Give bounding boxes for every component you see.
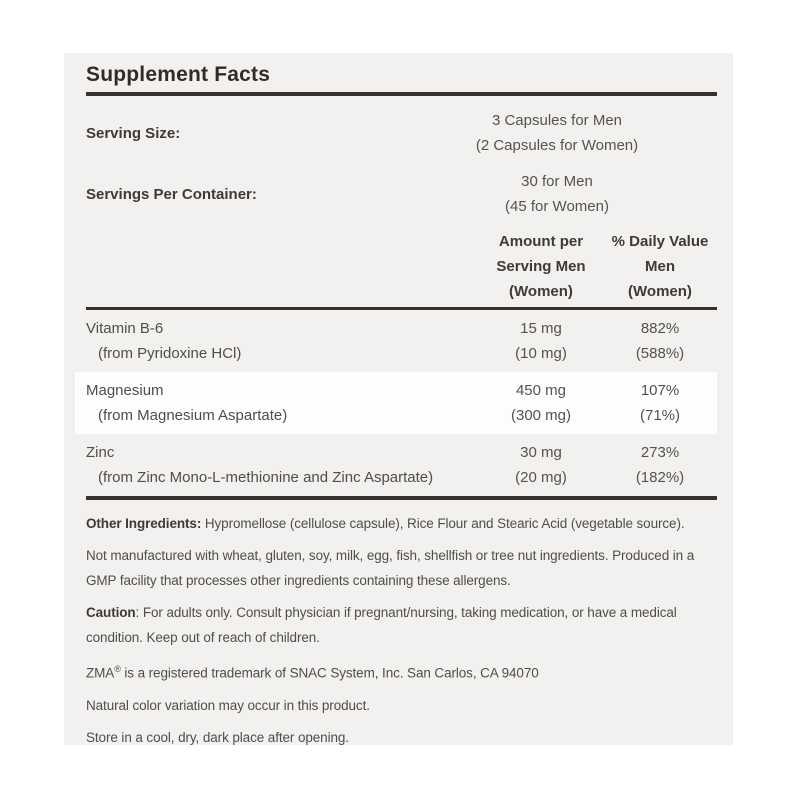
daily-value-column-header bbox=[603, 229, 717, 304]
other-ingredients-text: Hypromellose (cellulose capsule), Rice Flour and Stearic Acid (vegetable source). bbox=[204, 516, 685, 531]
dv-men: 273% bbox=[640, 444, 680, 461]
footnotes-section bbox=[86, 500, 717, 745]
page-title: Supplement Facts bbox=[86, 62, 717, 96]
servings-per-container-men: 30 for Men bbox=[521, 173, 593, 190]
table-row-zinc bbox=[86, 434, 717, 496]
caution-label: Caution bbox=[86, 605, 136, 620]
amount-cell bbox=[479, 316, 603, 366]
dv-header-line-2: Men bbox=[645, 258, 675, 275]
other-ingredients-note bbox=[86, 511, 717, 536]
nutrient-name-cell bbox=[86, 316, 479, 366]
serving-size-value bbox=[397, 108, 717, 158]
daily-value-cell bbox=[603, 316, 717, 366]
serving-size-label: Serving Size: bbox=[86, 124, 181, 142]
caution-text: : For adults only. Consult physician if pregnant/nursing, taking medication, or have a medical condition. Keep out of reach of children. bbox=[86, 605, 677, 645]
amount-women: (10 mg) bbox=[515, 345, 567, 362]
color-variation-note: Natural color variation may occur in this product. bbox=[86, 697, 370, 713]
dv-header-line-3: (Women) bbox=[628, 283, 692, 300]
amount-header-line-2: Serving Men bbox=[496, 258, 586, 275]
storage-note: Store in a cool, dry, dark place after opening. bbox=[86, 729, 349, 745]
nutrient-name-cell bbox=[86, 378, 479, 428]
dv-women: (588%) bbox=[635, 345, 685, 362]
caution-note bbox=[86, 600, 717, 650]
nutrient-source: (from Pyridoxine HCl) bbox=[98, 345, 242, 362]
dv-women: (71%) bbox=[639, 407, 680, 424]
dv-header-line-1: % Daily Value bbox=[611, 233, 709, 250]
registered-symbol: ® bbox=[114, 664, 121, 674]
serving-size-row bbox=[86, 108, 717, 158]
amount-men: 15 mg bbox=[520, 320, 562, 337]
trademark-note bbox=[86, 657, 717, 686]
amount-men: 450 mg bbox=[515, 382, 567, 399]
amount-header-line-3: (Women) bbox=[509, 283, 573, 300]
trademark-text: is a registered trademark of SNAC System, Inc. San Carlos, CA 94070 bbox=[120, 665, 539, 681]
allergen-note: Not manufactured with wheat, gluten, soy, milk, egg, fish, shellfish or tree nut ingredients. Produced in a GMP facility that processes other ingredients containing these allergens. bbox=[86, 548, 695, 588]
amount-cell bbox=[479, 378, 603, 428]
servings-per-container-women: (45 for Women) bbox=[505, 198, 609, 215]
servings-per-container-value bbox=[397, 169, 717, 219]
amount-women: (20 mg) bbox=[515, 469, 567, 486]
nutrient-source: (from Zinc Mono-L-methionine and Zinc Aspartate) bbox=[98, 469, 434, 486]
serving-size-men: 3 Capsules for Men bbox=[491, 112, 623, 129]
dv-women: (182%) bbox=[635, 469, 685, 486]
trademark-brand: ZMA bbox=[86, 665, 115, 681]
amount-women: (300 mg) bbox=[510, 407, 572, 424]
supplement-facts-panel bbox=[64, 53, 733, 745]
amount-men: 30 mg bbox=[520, 444, 562, 461]
amount-column-header bbox=[479, 229, 603, 304]
header-spacer bbox=[86, 229, 479, 304]
amount-cell bbox=[479, 440, 603, 490]
servings-per-container-label: Servings Per Container: bbox=[86, 185, 257, 203]
nutrient-name: Zinc bbox=[86, 444, 115, 461]
daily-value-cell bbox=[603, 378, 717, 428]
serving-size-women: (2 Capsules for Women) bbox=[475, 137, 639, 154]
dv-men: 107% bbox=[640, 382, 680, 399]
nutrient-name-cell bbox=[86, 440, 479, 490]
servings-per-container-row bbox=[86, 169, 717, 219]
daily-value-cell bbox=[603, 440, 717, 490]
table-row-vitamin-b6 bbox=[86, 310, 717, 372]
dv-men: 882% bbox=[640, 320, 680, 337]
other-ingredients-label: Other Ingredients: bbox=[86, 516, 202, 531]
table-header-row bbox=[86, 229, 717, 310]
nutrient-name: Vitamin B-6 bbox=[86, 320, 164, 337]
nutrient-source: (from Magnesium Aspartate) bbox=[98, 407, 288, 424]
table-row-magnesium bbox=[75, 372, 717, 434]
nutrient-name: Magnesium bbox=[86, 382, 164, 399]
amount-header-line-1: Amount per bbox=[498, 233, 584, 250]
